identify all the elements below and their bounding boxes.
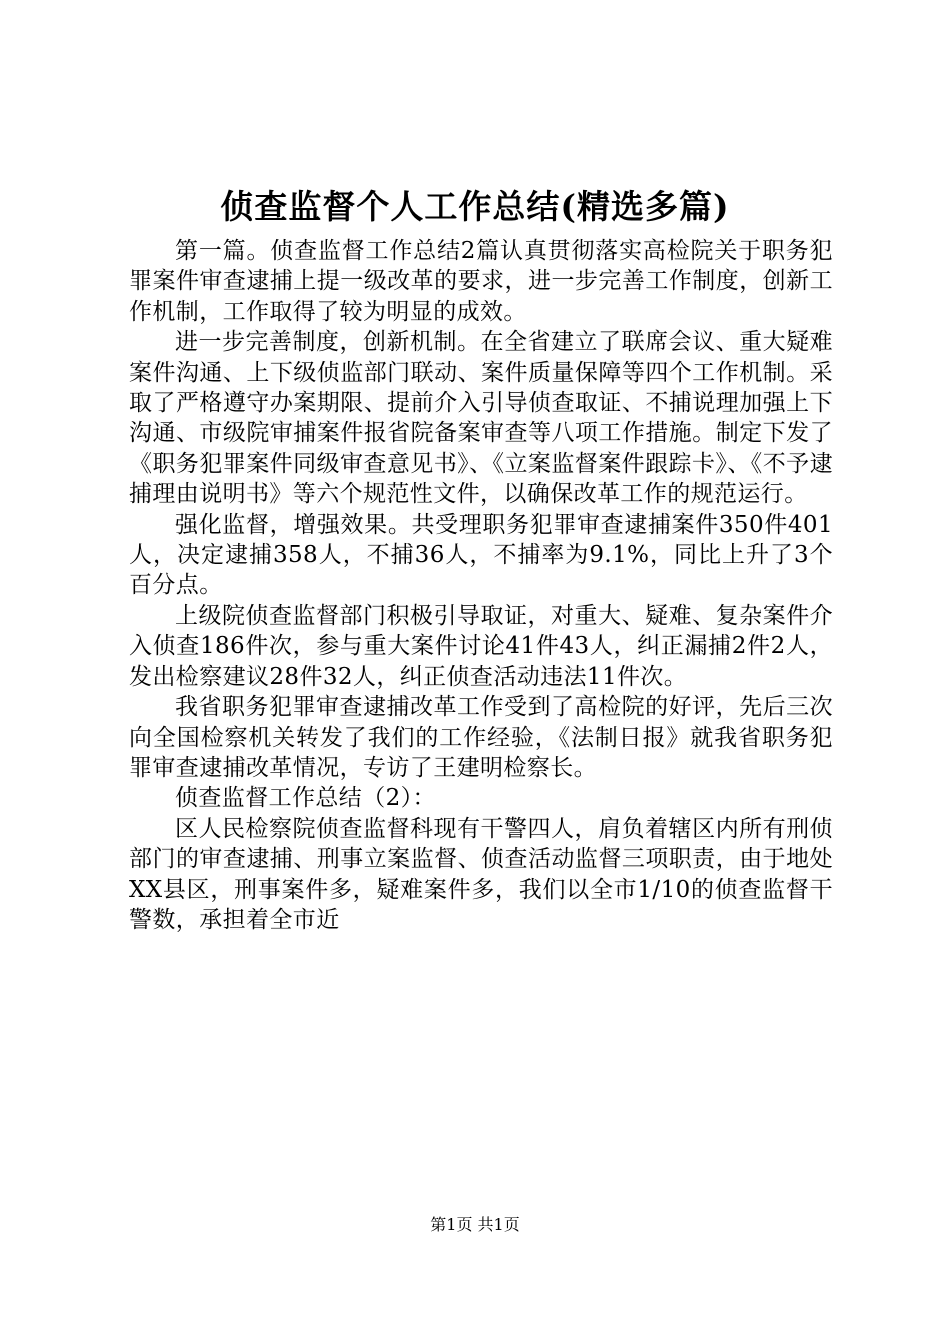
paragraph-5: 我省职务犯罪审查逮捕改革工作受到了高检院的好评，先后三次向全国检察机关转发了我们的工作经验，《法制日报》就我省职务犯罪审查逮捕改革情况，专访了王建明检察长。 [129,694,833,781]
section-heading-2: 侦查监督工作总结（2）： [175,785,436,812]
paragraph-1: 第一篇。侦查监督工作总结2篇认真贯彻落实高检院关于职务犯罪案件审查逮捕上提一级改革的要求，进一步完善工作制度，创新工作机制，工作取得了较为明显的成效。 [129,238,833,325]
paragraph-4: 上级院侦查监督部门积极引导取证，对重大、疑难、复杂案件介入侦查186件次，参与重大案件讨论41件43人，纠正漏捕2件2人，发出检察建议28件32人，纠正侦查活动违法11件次。 [129,602,833,690]
paragraph-6: 区人民检察院侦查监督科现有干警四人，肩负着辖区内所有刑侦部门的审查逮捕、刑事立案监督、侦查活动监督三项职责，由于地处XX县区，刑事案件多，疑难案件多，我们以全市1/10的侦查监督干警数，承担着全市近 [129,815,833,933]
paragraph-3: 强化监督，增强效果。共受理职务犯罪审查逮捕案件350件401人，决定逮捕358人，不捕36人，不捕率为9.1%，同比上升了3个百分点。 [129,511,833,599]
paragraph-2: 进一步完善制度，创新机制。在全省建立了联席会议、重大疑难案件沟通、上下级侦监部门联动、案件质量保障等四个工作机制。采取了严格遵守办案期限、提前介入引导侦查取证、不捕说理加强上下沟通、市级院审捕案件报省院备案审查等八项工作措施。制定下发了《职务犯罪案件同级审查意见书》、《立案监督案件跟踪卡》、《不予逮捕理由说明书》等六个规范性文件，以确保改革工作的规范运行。 [129,329,833,508]
page-footer: 第1页 共1页 [430,1215,520,1234]
document-body [129,236,833,935]
document-title: 侦查监督个人工作总结(精选多篇) [220,187,730,226]
